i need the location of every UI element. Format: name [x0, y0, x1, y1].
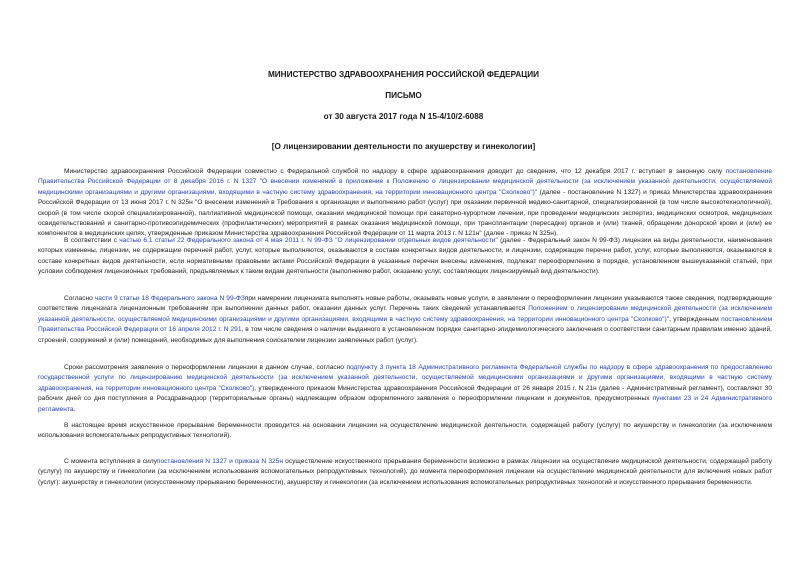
ministry-heading: МИНИСТЕРСТВО ЗДРАВООХРАНЕНИЯ РОССИЙСКОЙ ФЕДЕРАЦИИ — [267, 70, 540, 79]
date-number: от 30 августа 2017 года N 15-4/10/2-6088 — [323, 112, 484, 121]
document-link[interactable]: частью 6.1 статьи 22 Федерального закона от 4 мая 2011 г. N 99-ФЗ "О лицензировании отдельных видов деятельности" — [119, 237, 498, 244]
paragraph-text: С момента вступления в силу — [64, 458, 157, 465]
document-link[interactable]: подпункту 3 пункта 18 Административного регламента Федеральной службы по надзору в сфере здравоохранения по предоставлению государственной услуги по лицензированию медицинской деятельности (за исключением указанной деятельности, осуществляемой медицинскими организациями и другими организациями, входящими в частную систему здравоохранения, на территории инновационного центра "Сколково") — [38, 364, 772, 392]
paragraph-text: осуществление искусственного прерывания беременности возможно в рамках лицензии на осуществление медицинской деятельности, содержащей работу (услугу) по акушерству и гинекологии (за исключением использования вспомогательных репродуктивных технологий), до момента переоформления лицензии на осуществление медицинской деятельности для включения новых работ (услуг): акушерству и гинекологии (искусственному прерыванию беременности), акушерству и гинекологии (за исключением использования вспомогательных репродуктивных технологий и искусственного прерывания беременности. — [38, 458, 772, 486]
document-link[interactable]: пунктами 23 и 24 Административного регламента — [38, 395, 772, 413]
paragraph-text: , утвержденного приказом Министерства здравоохранения Российской Федерации от 26 января 2015 г. N 21н (далее - Административный регламент), составляют 30 рабочих дней со дня поступления в Росздравнадзор (территориальные органы) надлежащим образом оформленного заявления о переоформлении лицензии и документов, предусмотренных — [38, 384, 772, 403]
paragraph-text: В настоящее время искусственное прерывание беременности проводится на основании лицензии на осуществление медицинской деятельности, содержащей работу (услугу) по акушерству и гинекологии (за исключением использования вспомогательных репродуктивных технологий). — [38, 422, 772, 440]
document-link[interactable]: части 9 статьи 18 Федерального закона N 99-ФЗ — [94, 295, 245, 302]
document-subject: [О лицензировании деятельности по акушерству и гинекологии] — [271, 142, 536, 151]
paragraph-1 — [38, 167, 772, 240]
paragraph-text: (далее - постановление N 1327) и приказ Министерства здравоохранения Российской Федерации от 13 июня 2017 г. N 325н "О внесении изменений в Требования к организации и выполнению работ (услуг) при оказании первичной медико-санитарной, специализированной (в том числе высокотехнологичной), скорой (в том числе скорой специализированной), паллиативной медицинской помощи, оказании медицинской помощи при санаторно-курортном лечении, при проведении медицинских экспертиз, медицинских осмотров, медицинских освидетельствований и санитарно-противоэпидемических (профилактических) мероприятий в рамках оказания медицинской помощи, при трансплантации (пересадке) органов и (или) тканей, обращении донорской крови и (или) ее компонентов в медицинских целях, утвержденные приказом Министерства здравоохранения Российской Федерации от 11 марта 2013 г. N 121н" (далее - приказ N 325н). — [38, 188, 772, 238]
paragraph-text: , в том числе сведения о наличии выданного в установленном порядке санитарно-эпидемиологического заключения о соответствии санитарным правилам именно зданий, строений, сооружений и (или) помещений, необходимых для выполнения соискателем лицензии заявленных работ (услуг). — [38, 326, 773, 344]
paragraph-text: В соответствии с — [64, 237, 120, 244]
document-link[interactable]: Положением о лицензировании медицинской деятельности (за исключением указанной деятельности, осуществляемой медицинскими организациями и другими организациями, входящими в частную систему здравоохранения, на территории инновационного центра "Сколково")" — [38, 305, 772, 323]
paragraph-text: при намерении лицензиата выполнять новые работы, оказывать новые услуги, в заявлении о переоформлении лицензии указываются также сведения, подтверждающие соответствие лицензиата лицензионным требованиям при выполнении данных работ, оказании данных услуг. Перечень таких сведений устанавливается — [38, 295, 772, 313]
document-link[interactable]: постановления N 1327 и приказа N 325н — [156, 458, 283, 465]
paragraph-text: , утвержденным — [669, 315, 722, 323]
paragraph-text: Сроки рассмотрения заявления о переоформлении лицензии в данном случае, согласно — [64, 364, 347, 371]
paragraph-text: Согласно — [64, 295, 95, 302]
paragraph-3 — [38, 294, 772, 346]
paragraph-4 — [38, 363, 772, 415]
paragraph-text: . — [73, 405, 76, 413]
paragraph-2 — [38, 236, 772, 278]
document-link[interactable]: постановлением Правительства Российской Федерации от 16 апреля 2012 г. N 291 — [38, 315, 773, 334]
paragraph-text: Министерство здравоохранения Российской Федерации совместно с Федеральной службой по надзору в сфере здравоохранения доводит до сведения, что 12 декабря 2017 г. вступает в законную силу — [64, 168, 726, 175]
paragraph-5 — [38, 421, 772, 442]
document-type: ПИСЬМО — [385, 91, 422, 100]
document-link[interactable]: постановление Правительства Российской Федерации от 8 декабря 2016 г. N 1327 "О внесении изменений в приложение к Положению о лицензировании медицинской деятельности (за исключением указанной деятельности, осуществляемой медицинскими организациями и другими организациями, входящими в частную систему здравоохранения, на территории инновационного центра "Сколково")" — [38, 168, 772, 196]
paragraph-6 — [38, 457, 772, 488]
paragraph-text: (далее - Федеральный закон N 99-ФЗ) лицензии на виды деятельности, наименования которых изменены, лицензии, не содержащие перечней работ, услуг, которые выполняются, оказываются в составе конкретных видов деятельности, и лицензии, содержащие перечни работ, услуг, которые выполняются, оказываются в составе конкретных видов деятельности, если нормативными правовыми актами Российской Федерации в указанные перечни внесены изменения, подлежат переоформлению в порядке, установленном вышеуказанной статьей, при условии соблюдения лицензионных требований, предъявляемых к таким видам деятельности (выполнению работ, оказанию услуг, составляющих лицензируемый вид деятельности). — [38, 237, 772, 276]
